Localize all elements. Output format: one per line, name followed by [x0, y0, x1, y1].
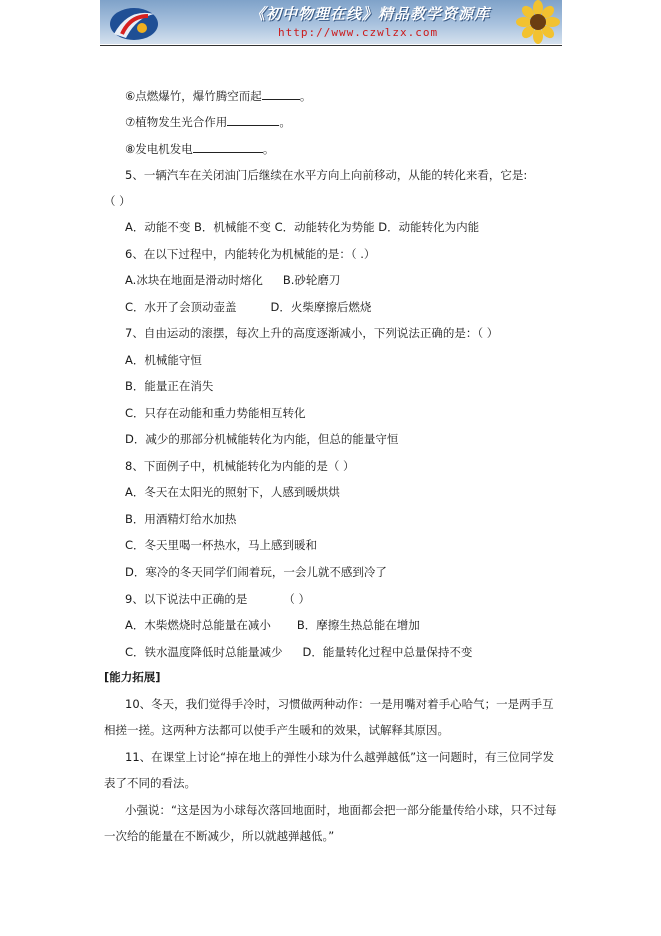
item-8 — [125, 141, 274, 156]
question-6-options-ab — [125, 273, 340, 287]
site-logo-icon — [108, 4, 160, 42]
question-7: 7、自由运动的滚摆，每次上升的高度逐渐减小，下列说法正确的是：（ ） — [125, 326, 499, 340]
option-d: D．能量转化过程中总量保持不变 — [302, 645, 473, 659]
question-5: 5、一辆汽车在关闭油门后继续在水平方向上向前移动，从能的转化来看，它是: — [125, 168, 528, 182]
question-5-bracket: （ ） — [104, 194, 131, 208]
item-8-text: ⑧发电机发电 — [125, 142, 193, 156]
item-7-text: ⑦植物发生光合作用 — [125, 115, 228, 129]
answer-blank[interactable] — [193, 141, 263, 153]
option-d: D．火柴摩擦后燃烧 — [270, 300, 372, 314]
question-8-option-d: D．寒冷的冬天同学们闹着玩，一会儿就不感到冷了 — [125, 565, 387, 579]
item-7-end: 。 — [279, 115, 291, 129]
item-6-end: 。 — [299, 89, 312, 103]
option-c: C．铁水温度降低时总能量减少 — [125, 645, 283, 659]
site-url[interactable]: http://www.czwlzx.com — [278, 26, 439, 39]
option-a: A.冰块在地面是滑动时熔化 — [125, 273, 263, 287]
question-9-options-ab — [125, 618, 420, 632]
answer-blank[interactable] — [262, 88, 300, 100]
option-a: A．木柴燃烧时总能量在减小 — [125, 618, 271, 632]
option-b: B.砂轮磨刀 — [282, 273, 341, 287]
option-c: C．水开了会顶动壶盖 — [125, 300, 237, 314]
header-banner — [100, 0, 562, 44]
question-11-line-2: 表了不同的看法。 — [104, 776, 196, 790]
question-11-line-1: 11、在课堂上讨论“掉在地上的弹性小球为什么越弹越低”这一问题时，有三位同学发 — [125, 750, 555, 764]
question-7-option-b: B．能量正在消失 — [125, 379, 214, 393]
site-title: 《初中物理在线》精品教学资源库 — [250, 5, 491, 23]
question-11-line-4: 一次给的能量在不断减少，所以就越弹越低。” — [104, 829, 335, 843]
question-9-options-cd — [125, 645, 472, 659]
question-6-options-cd — [125, 300, 371, 314]
question-9-bracket: （ ） — [283, 592, 310, 606]
item-6 — [125, 88, 311, 103]
sunflower-icon — [504, 0, 562, 44]
item-6-text: ⑥点燃爆竹，爆竹腾空而起 — [125, 89, 262, 103]
question-8-option-c: C．冬天里喝一杯热水，马上感到暖和 — [125, 538, 318, 552]
question-11-line-3: 小强说：“这是因为小球每次落回地面时，地面都会把一部分能量传给小球，只不过每 — [125, 803, 557, 817]
question-7-option-a: A．机械能守恒 — [125, 353, 202, 367]
question-10-line-1: 10、冬天，我们觉得手冷时，习惯做两种动作：一是用嘴对着手心哈气；一是两手互 — [125, 697, 554, 711]
question-10-line-2: 相搓一搓。这两种方法都可以使手产生暖和的效果，试解释其原因。 — [104, 723, 449, 737]
header-divider — [100, 45, 562, 46]
section-heading: [能力拓展] — [104, 670, 161, 684]
answer-blank[interactable] — [227, 114, 279, 126]
question-8-option-a: A．冬天在太阳光的照射下，人感到暖烘烘 — [125, 485, 340, 499]
question-8-option-b: B．用酒精灯给水加热 — [125, 512, 237, 526]
question-9-text: 9、以下说法中正确的是 — [125, 592, 248, 606]
question-8: 8、下面例子中，机械能转化为内能的是（ ） — [125, 459, 355, 473]
item-7 — [125, 114, 291, 129]
question-6: 6、在以下过程中，内能转化为机械能的是：（ .） — [125, 247, 376, 261]
option-b: B．摩擦生热总能在增加 — [296, 618, 420, 632]
question-5-options: A．动能不变 B．机械能不变 C．动能转化为势能 D．动能转化为内能 — [125, 220, 480, 234]
item-8-end: 。 — [262, 142, 275, 156]
question-7-option-c: C．只存在动能和重力势能相互转化 — [125, 406, 306, 420]
question-9 — [125, 592, 310, 606]
question-7-option-d: D．减少的那部分机械能转化为内能，但总的能量守恒 — [125, 432, 399, 446]
